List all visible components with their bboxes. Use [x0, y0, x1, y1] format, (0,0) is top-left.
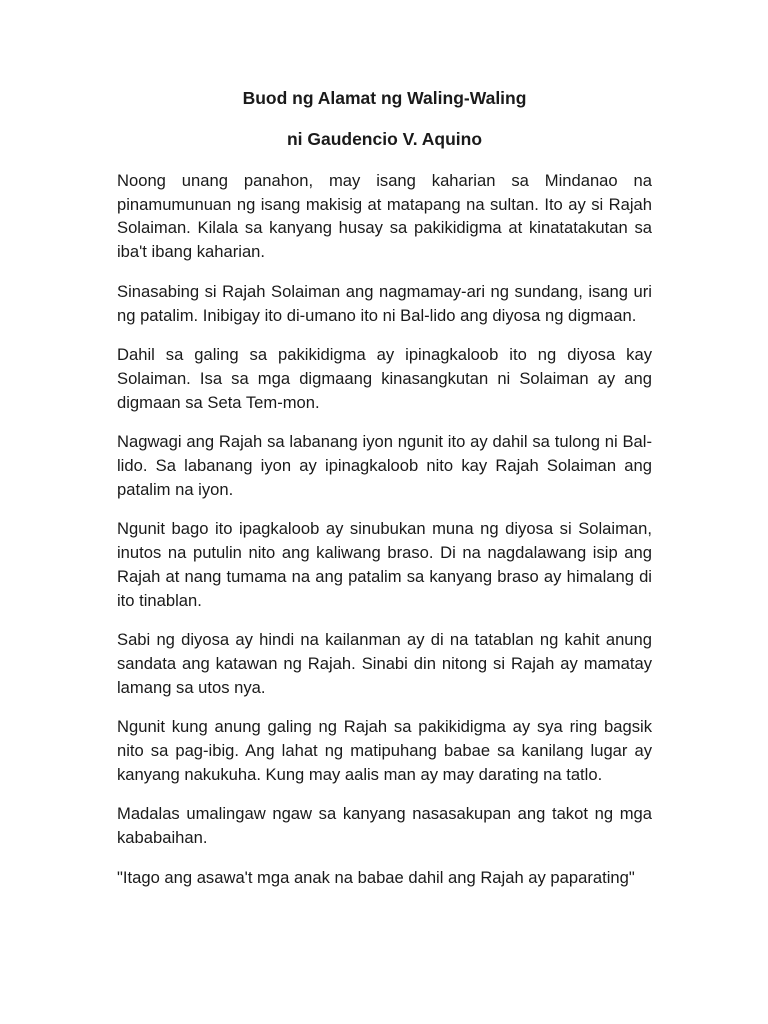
paragraph: Nagwagi ang Rajah sa labanang iyon ngunit ito ay dahil sa tulong ni Bal-lido. Sa labanang iyon ay ipinagkaloob nito kay Rajah Solaiman ang patalim na iyon.	[117, 432, 652, 499]
document-page	[117, 86, 652, 906]
paragraph: Ngunit kung anung galing ng Rajah sa pakikidigma ay sya ring bagsik nito sa pag-ibig. Ang lahat ng matipuhang babae sa kanilang lugar ay kanyang nakukuha. Kung may aalis man ay may darating na tatlo.	[117, 717, 652, 784]
document-author: ni Gaudencio V. Aquino	[286, 129, 483, 149]
document-title: Buod ng Alamat ng Waling-Waling	[242, 88, 527, 108]
paragraph: Dahil sa galing sa pakikidigma ay ipinagkaloob ito ng diyosa kay Solaiman. Isa sa mga digmaang kinasangkutan ni Solaiman ay ang digmaan sa Seta Tem-mon.	[117, 345, 652, 412]
paragraph: Ngunit bago ito ipagkaloob ay sinubukan muna ng diyosa si Solaiman, inutos na putulin nito ang kaliwang braso. Di na nagdalawang isip ang Rajah at nang tumama na ang patalim sa kanyang braso ay himalang di ito tinablan.	[117, 519, 652, 610]
document-body	[117, 169, 652, 890]
paragraph: Noong unang panahon, may isang kaharian sa Mindanao na pinamumunuan ng isang makisig at matapang na sultan. Ito ay si Rajah Solaiman. Kilala sa kanyang husay sa pakikidigma at kinatatakutan sa iba't ibang kaharian.	[117, 171, 652, 262]
paragraph: Sinasabing si Rajah Solaiman ang nagmamay-ari ng sundang, isang uri ng patalim. Inibigay ito di-umano ito ni Bal-lido ang diyosa ng digmaan.	[117, 281, 652, 325]
paragraph: Madalas umalingaw ngaw sa kanyang nasasakupan ang takot ng mga kababaihan.	[117, 804, 652, 848]
paragraph: "Itago ang asawa't mga anak na babae dahil ang Rajah ay paparating"	[117, 867, 635, 887]
paragraph: Sabi ng diyosa ay hindi na kailanman ay di na tatablan ng kahit anung sandata ang katawan ng Rajah. Sinabi din nitong si Rajah ay mamatay lamang sa utos nya.	[117, 630, 652, 697]
